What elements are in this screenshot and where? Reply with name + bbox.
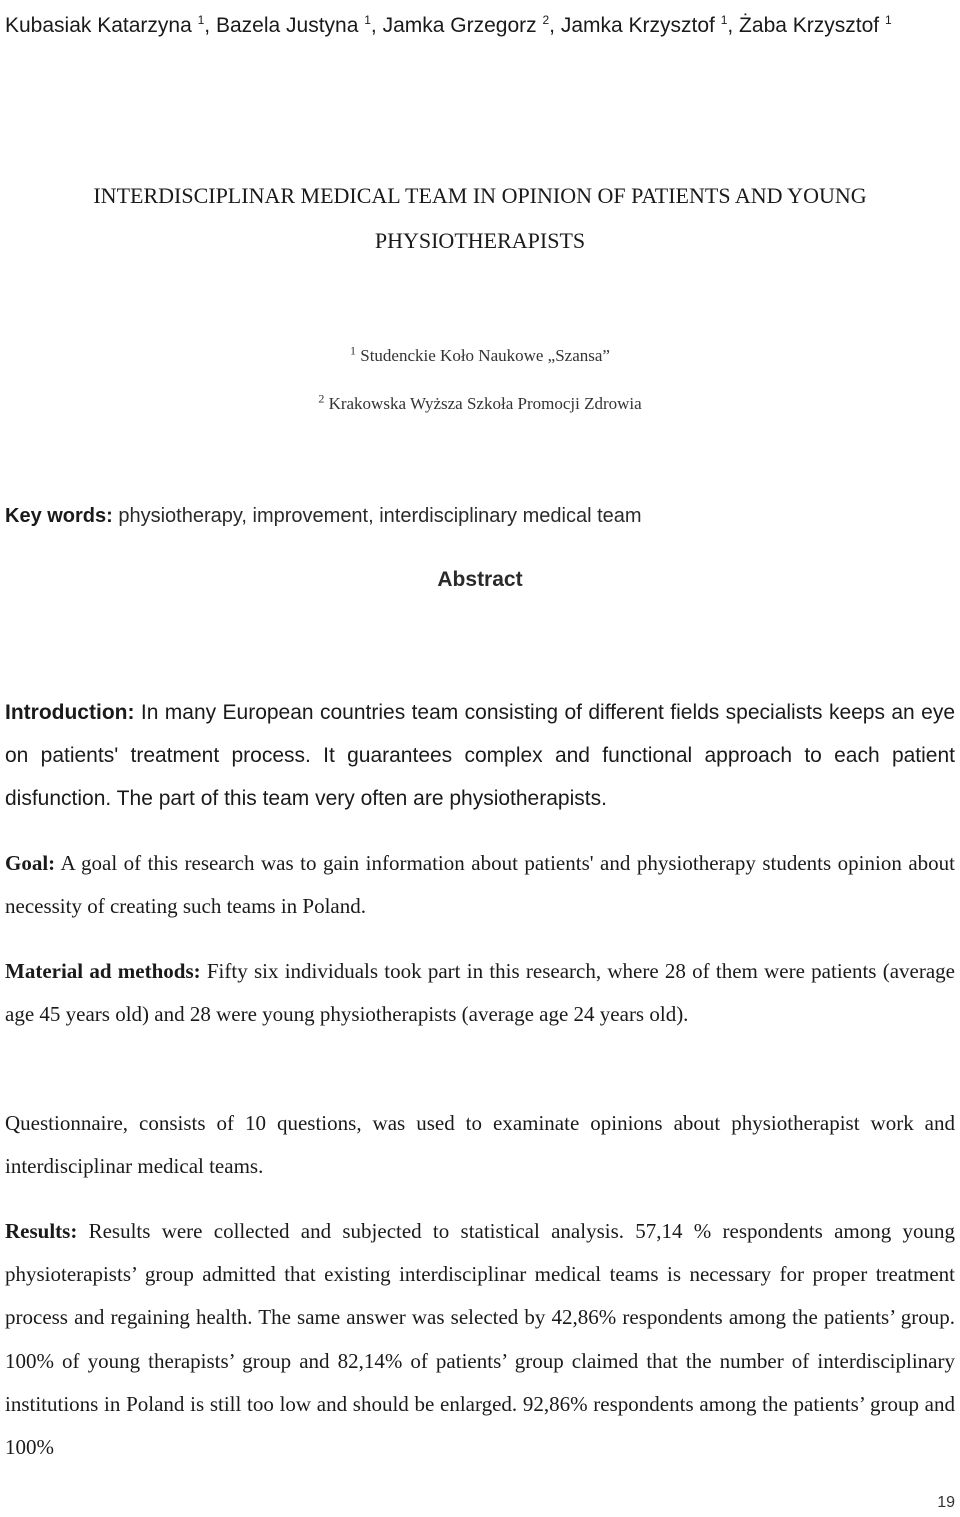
goal-label: Goal: bbox=[5, 851, 56, 875]
results-label: Results: bbox=[5, 1219, 78, 1243]
keywords bbox=[5, 505, 642, 528]
author-name: Kubasiak Katarzyna bbox=[5, 14, 198, 37]
goal-paragraph bbox=[5, 842, 955, 928]
introduction-text: In many European countries team consisting of different fields specialists keeps an eye on patients' treatment process. It guarantees complex and functional approach to each patient disfunction. The part of this team very often are physiotherapists. bbox=[5, 701, 955, 811]
paper-title: INTERDISCIPLINAR MEDICAL TEAM IN OPINION OF PATIENTS AND YOUNG PHYSIOTHERAPISTS bbox=[93, 183, 867, 253]
results-paragraph bbox=[5, 1210, 955, 1469]
author-affiliation-marker: 2 bbox=[542, 13, 550, 27]
author-affiliation-marker: 1 bbox=[720, 13, 728, 27]
affiliation-name: Studenckie Koło Naukowe „Szansa” bbox=[356, 346, 610, 365]
author-name: , Jamka Krzysztof bbox=[549, 14, 721, 37]
keywords-label: Key words: bbox=[5, 505, 113, 527]
keywords-text: physiotherapy, improvement, interdisciplinary medical team bbox=[112, 505, 642, 527]
author-affiliation-marker: 1 bbox=[884, 13, 892, 27]
author-name: , Bazela Justyna bbox=[204, 14, 365, 37]
questionnaire-text: Questionnaire, consists of 10 questions, was used to examinate opinions about physiotherapist work and interdisciplinar medical teams. bbox=[5, 1111, 955, 1179]
results-text: Results were collected and subjected to statistical analysis. 57,14 % respondents among young physioterapists’ group admitted that existing interdisciplinar medical teams is necessary for proper treatment process and regaining health. The same answer was selected by 42,86% respondents among the patients’ group. 100% of young therapists’ group and 82,14% of patients’ group claimed that the number of interdisciplinary institutions in Poland is still too low and should be enlarged. 92,86% respondents among the patients’ group and 100% bbox=[5, 1219, 955, 1460]
author-list bbox=[5, 4, 950, 47]
affiliation-marker: 2 bbox=[318, 391, 325, 406]
affiliation-1 bbox=[0, 343, 960, 366]
author-affiliation-marker: 1 bbox=[197, 13, 205, 27]
goal-text: A goal of this research was to gain information about patients' and physiotherapy students opinion about necessity of creating such teams in Poland. bbox=[5, 851, 955, 919]
questionnaire-paragraph bbox=[5, 1102, 955, 1188]
methods-text: Fifty six individuals took part in this research, where 28 of them were patients (average age 45 years old) and 28 were young physiotherapists (average age 24 years old). bbox=[5, 959, 955, 1027]
author-affiliation-marker: 1 bbox=[364, 13, 371, 27]
introduction-label: Introduction: bbox=[5, 701, 135, 724]
affiliation-marker: 1 bbox=[350, 343, 356, 358]
affiliation-2 bbox=[0, 391, 960, 414]
page-number: 19 bbox=[937, 1494, 955, 1511]
author-name: , Jamka Grzegorz bbox=[370, 14, 543, 37]
author-name: , Żaba Krzysztof bbox=[727, 14, 885, 37]
methods-paragraph bbox=[5, 950, 955, 1036]
introduction-paragraph bbox=[5, 691, 955, 821]
affiliation-name: Krakowska Wyższa Szkoła Promocji Zdrowia bbox=[324, 394, 642, 413]
abstract-heading: Abstract bbox=[437, 568, 523, 591]
methods-label: Material ad methods: bbox=[5, 959, 201, 983]
